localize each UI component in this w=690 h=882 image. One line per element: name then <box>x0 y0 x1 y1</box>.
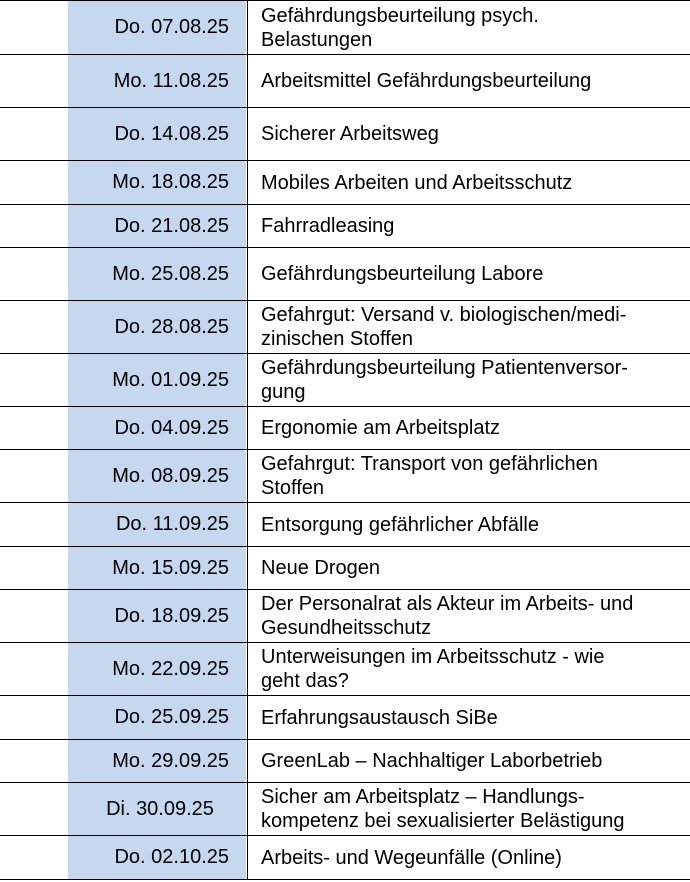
table-row <box>0 546 690 589</box>
topic-cell: Arbeitsmittel Gefährdungsbeurteilung <box>247 55 690 107</box>
date-cell: Mo. 15.09.25 <box>68 547 246 589</box>
table-row <box>0 353 690 406</box>
topic-cell: Unterweisungen im Arbeitsschutz - wie geht das? <box>247 643 690 695</box>
date-cell: Do. 21.08.25 <box>68 205 246 247</box>
blank-cell <box>0 407 68 449</box>
date-cell: Do. 04.09.25 <box>68 407 246 449</box>
date-cell: Mo. 11.08.25 <box>68 55 246 107</box>
blank-cell <box>0 740 68 782</box>
blank-cell <box>0 205 68 247</box>
date-cell: Mo. 22.09.25 <box>68 643 246 695</box>
blank-cell <box>0 248 68 300</box>
topic-cell: Sicher am Arbeitsplatz – Handlungs- kompetenz bei sexualisierter Belästigung <box>247 783 690 835</box>
blank-cell <box>0 696 68 739</box>
table-row <box>0 642 690 695</box>
table-row <box>0 406 690 449</box>
date-cell: Do. 02.10.25 <box>68 836 246 879</box>
blank-cell <box>0 301 68 353</box>
blank-cell <box>0 450 68 502</box>
table-row <box>0 107 690 160</box>
topic-cell: Fahrradleasing <box>247 205 690 247</box>
table-row <box>0 695 690 739</box>
blank-cell <box>0 108 68 160</box>
date-cell: Mo. 18.08.25 <box>68 161 246 204</box>
topic-cell: Gefahrgut: Versand v. biologischen/medi- zinischen Stoffen <box>247 301 690 353</box>
table-row <box>0 449 690 502</box>
topic-cell: Gefährdungsbeurteilung Patientenversor- gung <box>247 354 690 406</box>
table-row <box>0 782 690 835</box>
topic-cell: Der Personalrat als Akteur im Arbeits- und Gesundheitsschutz <box>247 590 690 642</box>
table-row <box>0 835 690 880</box>
topic-cell: Gefährdungsbeurteilung psych. Belastungen <box>247 1 690 54</box>
date-cell: Mo. 01.09.25 <box>68 354 246 406</box>
blank-cell <box>0 161 68 204</box>
topic-cell: Neue Drogen <box>247 547 690 589</box>
blank-cell <box>0 1 68 54</box>
date-cell: Do. 11.09.25 <box>68 503 246 546</box>
topic-cell: Entsorgung gefährlicher Abfälle <box>247 503 690 546</box>
topic-cell: Sicherer Arbeitsweg <box>247 108 690 160</box>
blank-cell <box>0 547 68 589</box>
table-row <box>0 300 690 353</box>
topic-cell: Gefährdungsbeurteilung Labore <box>247 248 690 300</box>
date-cell: Di. 30.09.25 <box>68 783 246 835</box>
table-row <box>0 502 690 546</box>
table-row <box>0 739 690 782</box>
date-cell: Do. 14.08.25 <box>68 108 246 160</box>
blank-cell <box>0 354 68 406</box>
date-cell: Do. 07.08.25 <box>68 1 246 54</box>
topic-cell: Arbeits- und Wegeunfälle (Online) <box>247 836 690 879</box>
blank-cell <box>0 783 68 835</box>
date-cell: Do. 28.08.25 <box>68 301 246 353</box>
topic-cell: Ergonomie am Arbeitsplatz <box>247 407 690 449</box>
date-cell: Mo. 29.09.25 <box>68 740 246 782</box>
table-row <box>0 247 690 300</box>
topic-cell: Erfahrungsaustausch SiBe <box>247 696 690 739</box>
blank-cell <box>0 836 68 879</box>
blank-cell <box>0 55 68 107</box>
topic-cell: Mobiles Arbeiten und Arbeitsschutz <box>247 161 690 204</box>
date-cell: Mo. 25.08.25 <box>68 248 246 300</box>
table-row <box>0 0 690 54</box>
table-row <box>0 160 690 204</box>
date-cell: Do. 25.09.25 <box>68 696 246 739</box>
date-cell: Do. 18.09.25 <box>68 590 246 642</box>
topic-cell: Gefahrgut: Transport von gefährlichen Stoffen <box>247 450 690 502</box>
table-row <box>0 589 690 642</box>
table-row <box>0 204 690 247</box>
table-row <box>0 54 690 107</box>
blank-cell <box>0 503 68 546</box>
date-cell: Mo. 08.09.25 <box>68 450 246 502</box>
blank-cell <box>0 643 68 695</box>
topic-cell: GreenLab – Nachhaltiger Laborbetrieb <box>247 740 690 782</box>
blank-cell <box>0 590 68 642</box>
